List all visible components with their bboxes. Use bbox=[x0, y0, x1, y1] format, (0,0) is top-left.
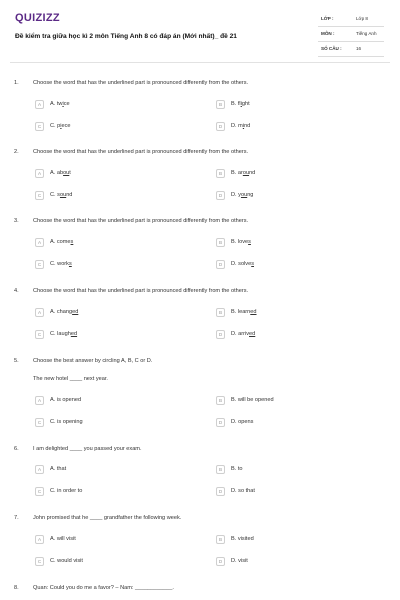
question-text: Choose the best answer by circling A, B, C or D. bbox=[33, 358, 153, 364]
option-letter-box: B bbox=[216, 396, 225, 405]
question-number: 5. bbox=[14, 358, 19, 364]
underlined-part: s bbox=[70, 239, 74, 245]
option-text-start: D. opens bbox=[231, 419, 254, 425]
option-letter-box: D bbox=[216, 487, 225, 496]
option-text bbox=[231, 536, 254, 542]
underlined-part: i bbox=[240, 101, 242, 107]
option-letter-box: B bbox=[216, 535, 225, 544]
option-text-start: B. love bbox=[231, 239, 249, 245]
option-text bbox=[231, 397, 274, 403]
underlined-part: ed bbox=[249, 331, 256, 337]
option-text bbox=[231, 123, 250, 129]
question-number: 2. bbox=[14, 149, 19, 155]
option-letter-box: D bbox=[216, 122, 225, 131]
option-text-start: A. tw bbox=[50, 101, 63, 107]
meta-key: MÔN : bbox=[321, 31, 335, 36]
option-text-start: B. learn bbox=[231, 309, 251, 315]
underlined-part: i bbox=[242, 123, 245, 129]
option-letter-box: B bbox=[216, 238, 225, 247]
option-text-start: B. ar bbox=[231, 170, 243, 176]
underlined-part: ou bbox=[59, 192, 67, 198]
option-text-start: D. solve bbox=[231, 261, 252, 267]
option-text bbox=[231, 309, 257, 315]
meta-row-subject bbox=[318, 27, 384, 42]
option-text bbox=[231, 261, 254, 267]
option-text-start: A. will visit bbox=[50, 536, 76, 542]
option-letter-box: C bbox=[35, 191, 44, 200]
option-text bbox=[50, 466, 66, 472]
question-text: Choose the word that has the underlined part is pronounced differently from the others. bbox=[33, 149, 249, 155]
question-text: I am delighted ____ you passed your exam. bbox=[33, 446, 142, 452]
underlined-part: s bbox=[251, 261, 255, 267]
option-letter-box: A bbox=[35, 169, 44, 178]
option-text bbox=[231, 558, 248, 564]
option-letter-box: A bbox=[35, 396, 44, 405]
meta-row-class bbox=[318, 12, 384, 27]
option-text-start: A. is opened bbox=[50, 397, 82, 403]
option-letter-box: C bbox=[35, 487, 44, 496]
option-text-start: D. y bbox=[231, 192, 241, 198]
option-text-end: t bbox=[69, 170, 71, 176]
option-letter-box: A bbox=[35, 100, 44, 109]
option-text-start: C. laugh bbox=[50, 331, 71, 337]
option-text-start: C. would visit bbox=[50, 558, 83, 564]
meta-row-count bbox=[318, 42, 384, 57]
meta-key: SỐ CÂU : bbox=[321, 46, 342, 51]
question-text: Quan: Could you do me a favor? – Nam: ____________. bbox=[33, 585, 174, 591]
meta-key: LỚP : bbox=[321, 16, 334, 21]
underlined-part: ed bbox=[70, 331, 78, 337]
option-text-start: A. chang bbox=[50, 309, 73, 315]
option-letter-box: A bbox=[35, 238, 44, 247]
option-letter-box: C bbox=[35, 260, 44, 269]
option-letter-box: C bbox=[35, 122, 44, 131]
option-text-start: C. in order to bbox=[50, 488, 83, 494]
option-text-start: C. is opening bbox=[50, 419, 83, 425]
option-text-start: D. so that bbox=[231, 488, 255, 494]
option-text bbox=[50, 331, 77, 337]
option-text bbox=[50, 397, 81, 403]
option-letter-box: D bbox=[216, 418, 225, 427]
question-number: 7. bbox=[14, 515, 19, 521]
option-letter-box: C bbox=[35, 418, 44, 427]
option-letter-box: D bbox=[216, 260, 225, 269]
option-text bbox=[50, 123, 71, 129]
option-letter-box: B bbox=[216, 169, 225, 178]
question-text: Choose the word that has the underlined part is pronounced differently from the others. bbox=[33, 218, 249, 224]
option-letter-box: A bbox=[35, 535, 44, 544]
meta-box bbox=[318, 12, 384, 57]
option-text-start: D. arriv bbox=[231, 331, 250, 337]
question-text: Choose the word that has the underlined part is pronounced differently from the others. bbox=[33, 80, 249, 86]
option-text bbox=[231, 466, 243, 472]
option-text-start: C. s bbox=[50, 192, 60, 198]
option-text-start: D. visit bbox=[231, 558, 248, 564]
option-text-end: ght bbox=[241, 101, 250, 107]
option-letter-box: D bbox=[216, 191, 225, 200]
question-number: 1. bbox=[14, 80, 19, 86]
option-letter-box: D bbox=[216, 557, 225, 566]
underlined-part: i bbox=[60, 123, 62, 129]
quizizz-logo: QUIZIZZ bbox=[15, 12, 60, 24]
option-text bbox=[231, 419, 253, 425]
option-text bbox=[231, 488, 255, 494]
option-text-start: C. p bbox=[50, 123, 61, 129]
meta-value: 16 bbox=[356, 46, 362, 51]
document-title: Đề kiểm tra giữa học kì 2 môn Tiếng Anh 8 có đáp án (Mới nhất)_ đề 21 bbox=[15, 33, 237, 40]
option-text bbox=[50, 170, 71, 176]
option-letter-box: B bbox=[216, 100, 225, 109]
question-text: John promised that he ____ grandfather the following week. bbox=[33, 515, 182, 521]
option-text bbox=[231, 101, 250, 107]
option-letter-box: A bbox=[35, 308, 44, 317]
meta-value: Tiếng Anh bbox=[356, 31, 377, 36]
option-text-end: ng bbox=[247, 192, 254, 198]
option-letter-box: C bbox=[35, 557, 44, 566]
option-text-start: B. visited bbox=[231, 536, 254, 542]
option-text bbox=[50, 101, 70, 107]
option-text bbox=[50, 419, 83, 425]
underlined-part: ou bbox=[242, 170, 250, 176]
option-text bbox=[50, 239, 73, 245]
underlined-part: i bbox=[62, 101, 64, 107]
option-letter-box: D bbox=[216, 330, 225, 339]
option-text-end: ce bbox=[63, 101, 70, 107]
option-text bbox=[50, 558, 83, 564]
option-text bbox=[50, 536, 76, 542]
option-text-start: A. that bbox=[50, 466, 67, 472]
option-letter-box: B bbox=[216, 465, 225, 474]
option-text bbox=[50, 488, 82, 494]
option-text-start: B. will be opened bbox=[231, 397, 274, 403]
option-text bbox=[50, 261, 72, 267]
underlined-part: ed bbox=[250, 309, 257, 315]
question-number: 8. bbox=[14, 585, 19, 591]
question-text: Choose the word that has the underlined part is pronounced differently from the others. bbox=[33, 288, 249, 294]
option-letter-box: C bbox=[35, 330, 44, 339]
underlined-part: s bbox=[68, 261, 72, 267]
option-text bbox=[231, 331, 255, 337]
option-text-start: B. fl bbox=[231, 101, 241, 107]
option-letter-box: A bbox=[35, 465, 44, 474]
option-text-start: C. work bbox=[50, 261, 69, 267]
option-text bbox=[50, 192, 72, 198]
option-text bbox=[231, 170, 255, 176]
option-letter-box: B bbox=[216, 308, 225, 317]
question-number: 6. bbox=[14, 446, 19, 452]
option-text bbox=[231, 239, 251, 245]
option-text bbox=[231, 192, 253, 198]
question-sentence: The new hotel ____ next year. bbox=[33, 376, 108, 382]
header-divider bbox=[10, 62, 390, 63]
option-text-end: nd bbox=[249, 170, 256, 176]
option-text-start: D. m bbox=[231, 123, 243, 129]
option-text-end: nd bbox=[244, 123, 251, 129]
option-text-start: B. to bbox=[231, 466, 243, 472]
underlined-part: ed bbox=[72, 309, 79, 315]
underlined-part: ou bbox=[240, 192, 248, 198]
meta-value: Lớp 8 bbox=[356, 16, 368, 21]
option-text bbox=[50, 309, 78, 315]
question-number: 3. bbox=[14, 218, 19, 224]
option-text-end: nd bbox=[66, 192, 73, 198]
option-text-end: ece bbox=[61, 123, 71, 129]
option-text-start: A. ab bbox=[50, 170, 64, 176]
underlined-part: ou bbox=[63, 170, 70, 176]
underlined-part: s bbox=[248, 239, 251, 245]
option-text-start: A. come bbox=[50, 239, 71, 245]
question-number: 4. bbox=[14, 288, 19, 294]
